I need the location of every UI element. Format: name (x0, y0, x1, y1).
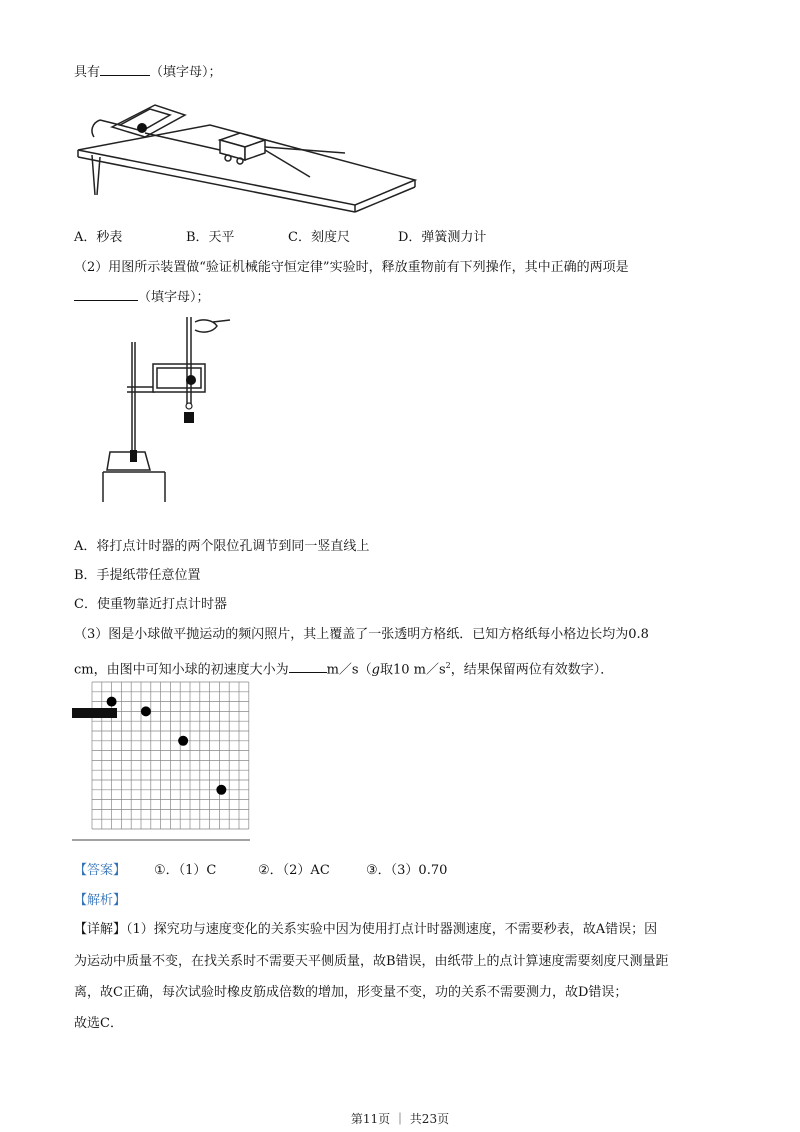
analysis-tag: 【解析】 (74, 893, 127, 908)
answer-blank[interactable] (74, 287, 138, 301)
answer-item-3: ③．（3）0.70 (366, 863, 448, 878)
hook-icon (186, 403, 192, 409)
option-d[interactable]: D．弹簧测力计 (398, 230, 487, 245)
detail-line-2: 为运动中质量不变，在找关系时不需要天平侧质量，故B错误，由纸带上的点计算速度需要刻度尺测量距 (74, 954, 669, 969)
ball-position (107, 697, 117, 707)
q2-stem: （2）用图所示装置做“验证机械能守恒定律”实验时，释放重物前有下列操作，其中正确的两项是 (74, 260, 629, 275)
q2-option-b[interactable]: B．手提纸带任意位置 (74, 568, 201, 583)
ball-position (141, 706, 151, 716)
cart-on-table-figure (70, 95, 420, 220)
answer-blank[interactable] (100, 62, 150, 76)
option-b[interactable]: B．天平 (186, 230, 235, 245)
answer-blank[interactable] (289, 659, 327, 673)
weight-block (184, 412, 194, 423)
q3-stem-cont: cm，由图中可知小球的初速度大小为 m／s（g取10 $m/s^2$，结果保留两位有效数字）． (74, 661, 614, 678)
stand-clamp-block (130, 450, 137, 462)
q2-stem-cont: （填字母）； (74, 287, 210, 308)
option-c[interactable]: C．刻度尺 (288, 230, 350, 245)
option-a[interactable]: A．秒表 (74, 230, 123, 245)
timer-dot (137, 123, 147, 133)
free-fall-apparatus-figure (95, 312, 235, 512)
answer-item-1: ①．（1）C (154, 863, 217, 878)
answer-line (74, 861, 447, 881)
detail-line-4: 故选C． (74, 1016, 123, 1031)
answer-tag: 【答案】 (74, 863, 127, 878)
launch-platform (72, 708, 117, 718)
q1-options (74, 228, 486, 248)
detail-line-3: 离，故C正确，每次试验时橡皮筋成倍数的增加，形变量不变，功的关系不需要测力，故D错误； (74, 985, 628, 1000)
q1-stem: 具有 （填字母）； (74, 62, 222, 83)
q3-stem: （3）图是小球做平抛运动的频闪照片，其上覆盖了一张透明方格纸．已知方格纸每小格边长均为0.8 (74, 627, 649, 642)
answer-item-2: ②．（2）AC (258, 863, 330, 878)
q2-option-c[interactable]: C．使重物靠近打点计时器 (74, 597, 227, 612)
ball-position (216, 785, 226, 795)
ball-position (178, 736, 188, 746)
q2-option-a[interactable]: A．将打点计时器的两个限位孔调节到同一竖直线上 (74, 539, 370, 554)
page-footer: 第11页 ｜ 共23页 (350, 1112, 450, 1126)
timer-dot (186, 375, 196, 385)
projectile-grid-figure (70, 680, 255, 845)
detail-line-1: 【详解】（1）探究功与速度变化的关系实验中因为使用打点计时器测速度，不需要秒表，故A错误；因 (74, 922, 658, 937)
